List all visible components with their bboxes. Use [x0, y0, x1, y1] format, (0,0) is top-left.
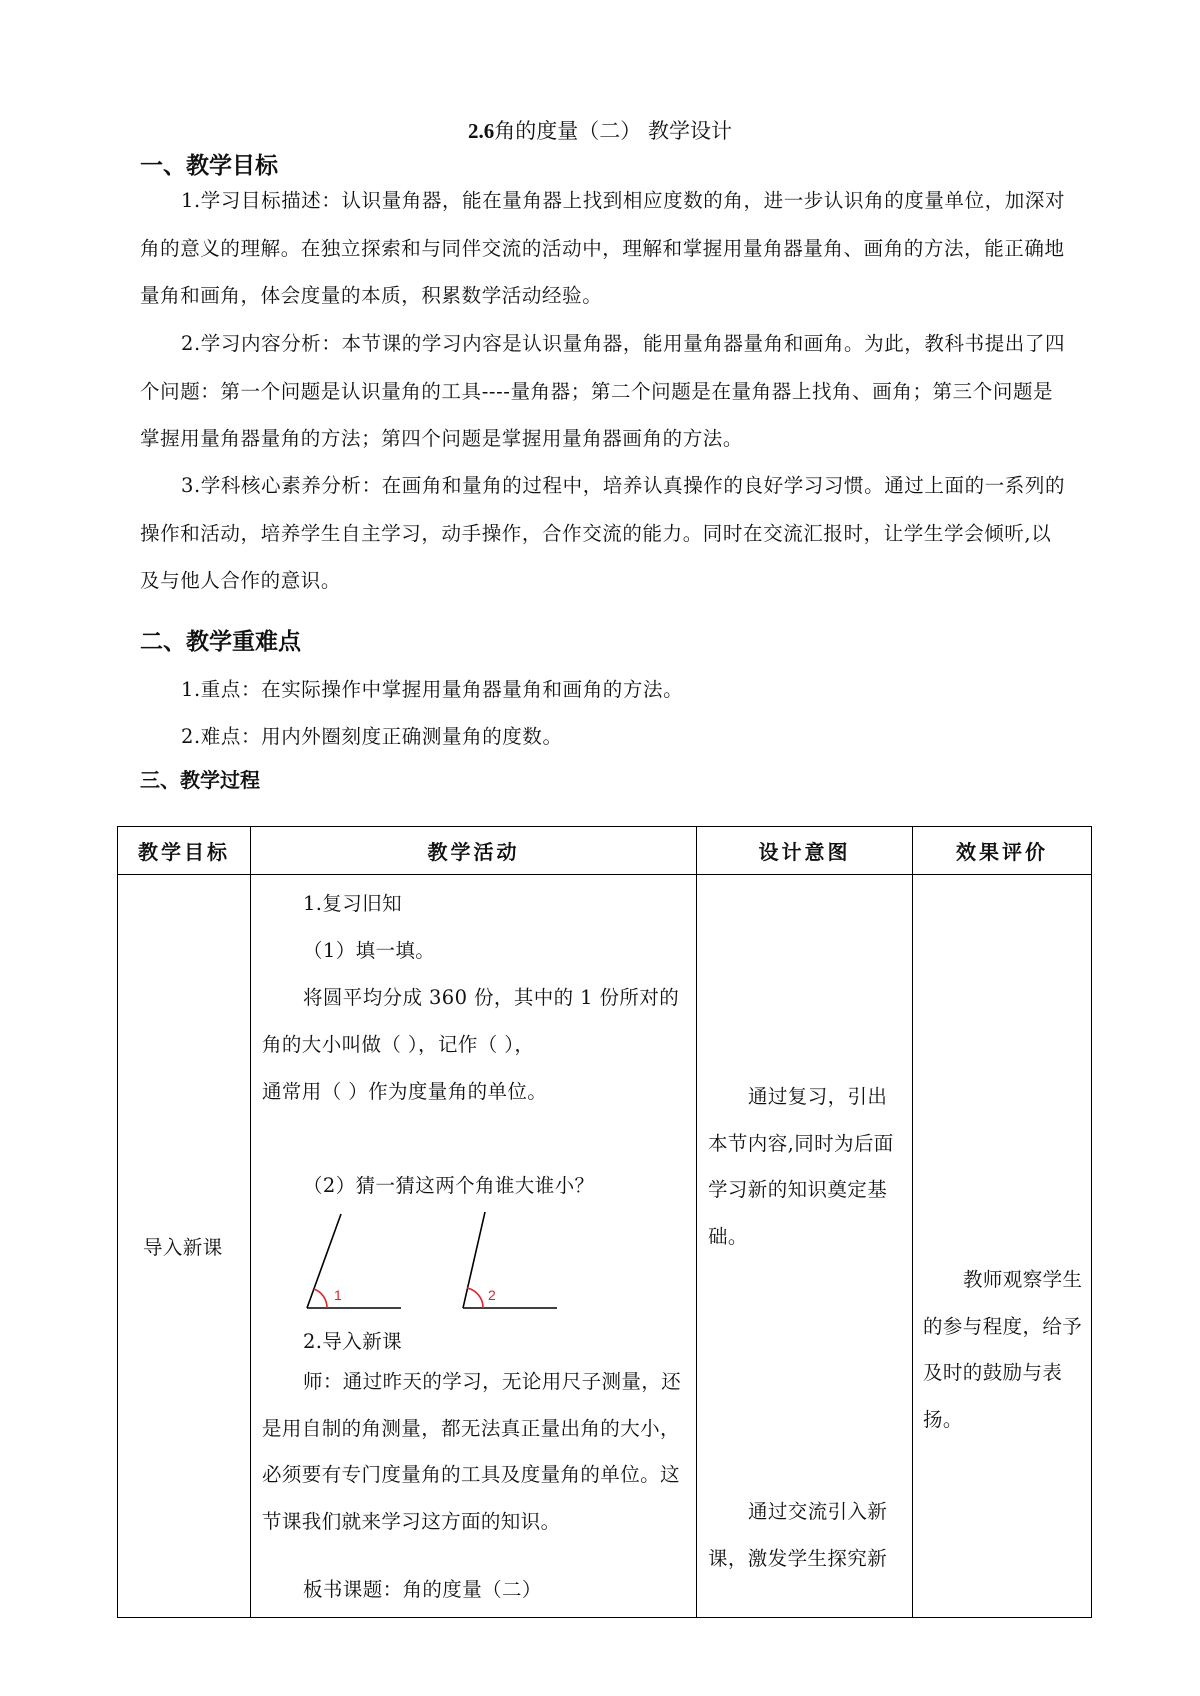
table-row [118, 875, 1092, 1618]
difficulty-line: 2.难点：用内外圈刻度正确测量角的度数。 [181, 725, 563, 748]
title-text: 角的度量（二） 教学设计 [494, 119, 732, 143]
section-heading-objectives: 一、教学目标 [140, 153, 278, 179]
objective-paragraph-1: 1.学习目标描述：认识量角器，能在量角器上找到相应度数的角，进一步认识角的度量单位，加深对角的意义的理解。在独立探索和与同伴交流的活动中，理解和掌握用量角器量角、画角的方法，能正确地量角和画角，体会度量的本质，积累数学活动经验。 [140, 189, 1066, 307]
intent-cell [697, 875, 913, 1618]
activity-q2: （2）猜一猜这两个角谁大谁小？ [303, 1174, 595, 1197]
fill-line-3: 通常用（ ）作为度量角的单位。 [262, 1080, 548, 1103]
evaluation-text: 教师观察学生的参与程度，给予及时的鼓励与表扬。 [923, 1268, 1083, 1431]
objective-paragraph-3: 3.学科核心素养分析：在画角和量角的过程中，培养认真操作的良好学习习惯。通过上面的一系列的操作和活动，培养学生自主学习，动手操作，合作交流的能力。同时在交流汇报时，让学生学会倾听,以及与他人合作的意识。 [140, 474, 1066, 592]
goal-text: 导入新课 [143, 1236, 223, 1259]
board-title: 板书课题：角的度量（二） [303, 1578, 542, 1601]
section-heading-process: 三、教学过程 [140, 768, 260, 792]
intent-text-1: 通过复习，引出本节内容,同时为后面学习新的知识奠定基础。 [708, 1085, 894, 1248]
table-header-row [118, 827, 1092, 875]
angle-1-label: 1 [334, 1287, 342, 1303]
activity-cell [251, 875, 697, 1618]
evaluation-cell [913, 875, 1092, 1618]
header-goal: 教学目标 [118, 827, 251, 875]
fill-line-1: 将圆平均分成 360 份，其中的 1 份所对的 [303, 986, 680, 1009]
objective-paragraph-2: 2.学习内容分析：本节课的学习内容是认识量角器，能用量角器量角和画角。为此，教科书提出了四个问题：第一个问题是认识量角的工具----量角器；第二个问题是在量角器上找角、画角；第三个问题是掌握用量角器量角的方法；第四个问题是掌握用量角器画角的方法。 [140, 332, 1066, 450]
teacher-text: 师：通过昨天的学习，无论用尺子测量，还是用自制的角测量，都无法真正量出角的大小，必须要有专门度量角的工具及度量角的单位。这节课我们就来学习这方面的知识。 [262, 1370, 682, 1533]
section-heading-key-points: 二、教学重难点 [140, 629, 301, 655]
title-number: 2.6 [468, 119, 495, 143]
header-evaluation: 效果评价 [913, 827, 1092, 875]
page-title [0, 116, 1200, 146]
intent-text-2: 通过交流引入新课，激发学生探究新 [708, 1500, 888, 1570]
angle-2-label: 2 [488, 1287, 496, 1303]
goal-cell [118, 875, 251, 1618]
activity-step1: 1.复习旧知 [303, 892, 403, 915]
fill-line-2: 角的大小叫做（ ），记作（ ）， [262, 1033, 535, 1056]
header-activity: 教学活动 [251, 827, 697, 875]
angle-1-figure [301, 1210, 411, 1315]
teaching-process-table [117, 826, 1092, 1618]
activity-step2: 2.导入新课 [303, 1330, 403, 1353]
header-intent: 设计意图 [697, 827, 913, 875]
key-point-line: 1.重点：在实际操作中掌握用量角器量角和画角的方法。 [181, 678, 684, 701]
activity-q1: （1）填一填。 [303, 939, 436, 962]
angle-2-figure [457, 1210, 567, 1315]
